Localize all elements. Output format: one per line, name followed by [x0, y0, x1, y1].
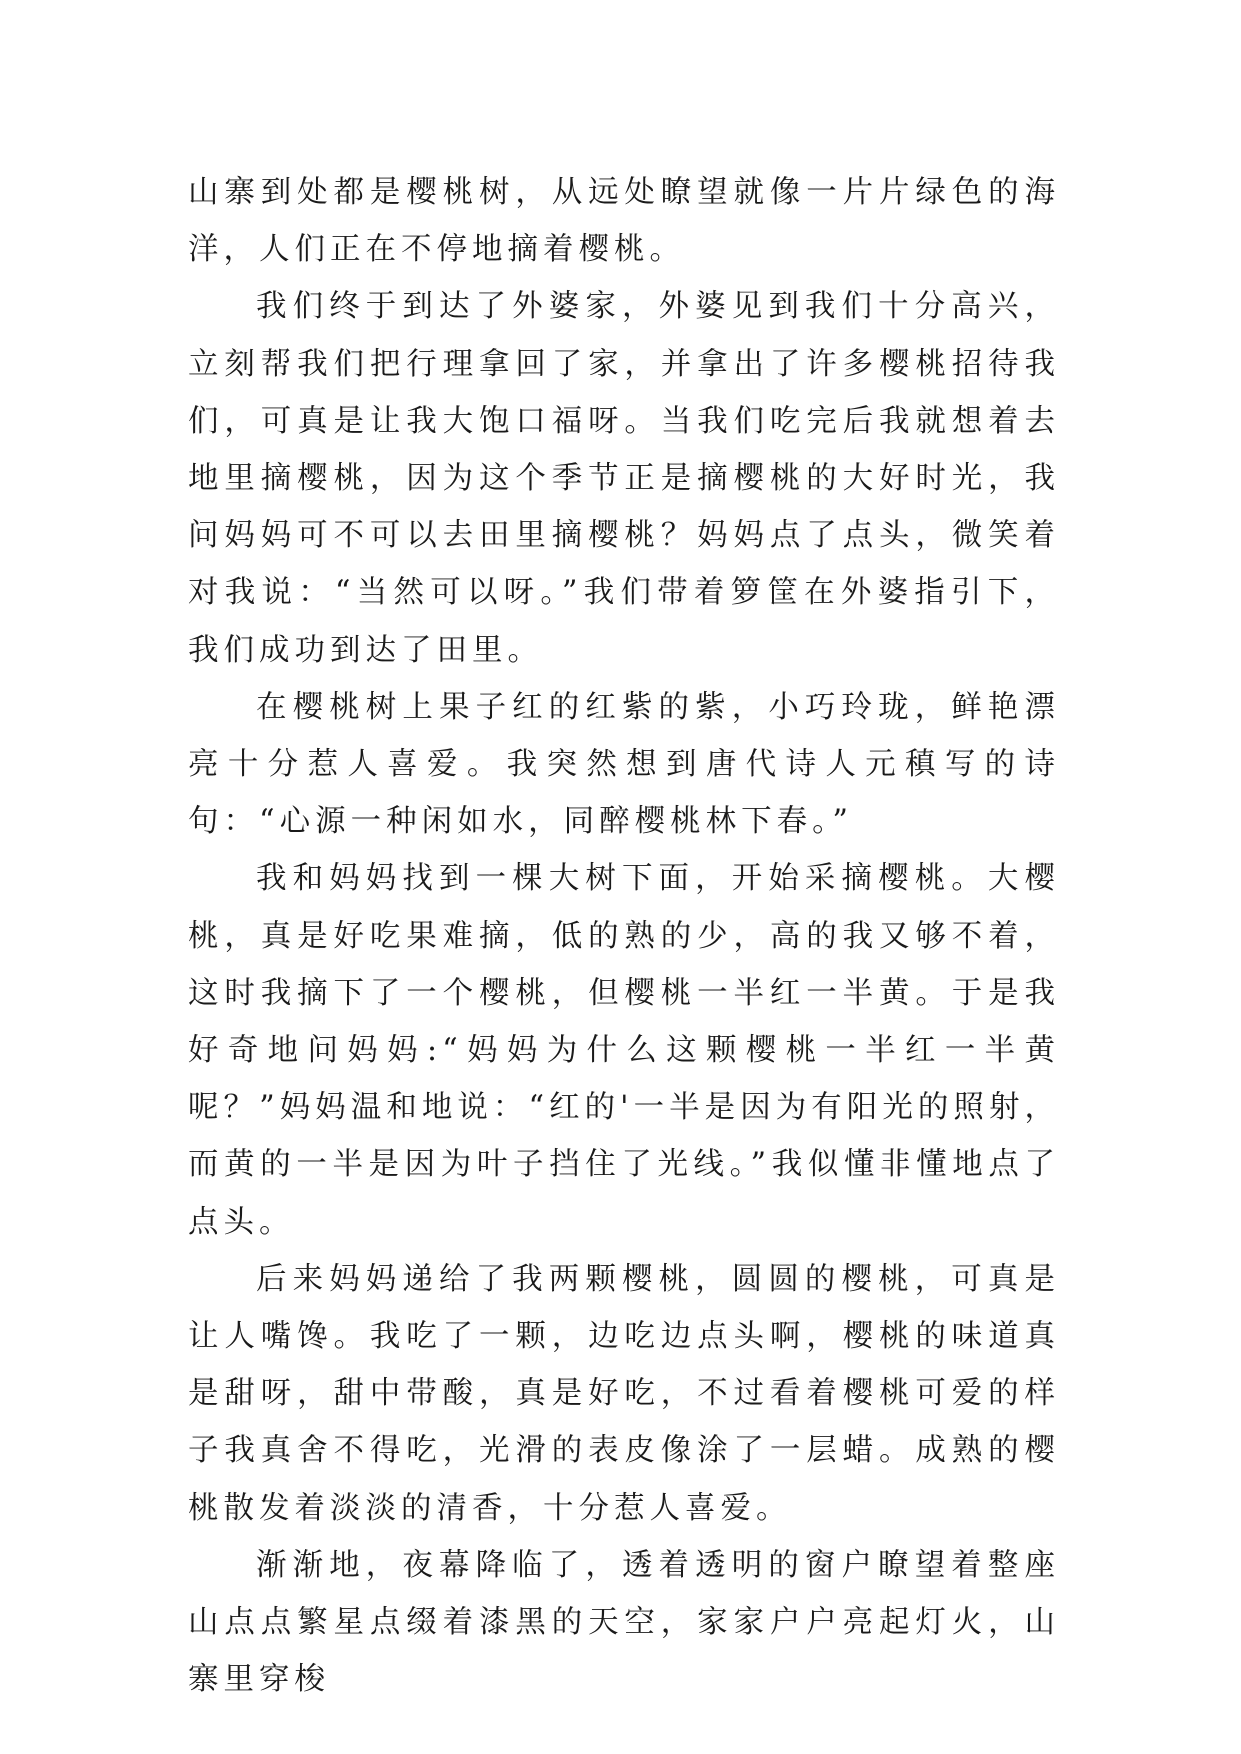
document-body	[188, 164, 1060, 1708]
paragraph-6: 渐渐地，夜幕降临了，透着透明的窗户瞭望着整座山点点繁星点缀着漆黑的天空，家家户户亮起灯火，山寨里穿梭	[188, 1547, 1060, 1698]
paragraph-5: 后来妈妈递给了我两颗樱桃，圆圆的樱桃，可真是让人嘴馋。我吃了一颗，边吃边点头啊，樱桃的味道真是甜呀，甜中带酸，真是好吃，不过看着樱桃可爱的样子我真舍不得吃，光滑的表皮像涂了一层蜡。成熟的樱桃散发着淡淡的清香，十分惹人喜爱。	[188, 1261, 1060, 1526]
paragraph-1: 山寨到处都是樱桃树，从远处瞭望就像一片片绿色的海洋，人们正在不停地摘着樱桃。	[188, 175, 1060, 268]
paragraph-4: 我和妈妈找到一棵大树下面，开始采摘樱桃。大樱桃，真是好吃果难摘，低的熟的少，高的我又够不着，这时我摘下了一个樱桃，但樱桃一半红一半黄。于是我好奇地问妈妈:“妈妈为什么这颗樱桃一半红一半黄呢？”妈妈温和地说：“红的'一半是因为有阳光的照射，而黄的一半是因为叶子挡住了光线。”我似懂非懂地点了点头。	[188, 861, 1060, 1240]
paragraph-2: 我们终于到达了外婆家，外婆见到我们十分高兴，立刻帮我们把行理拿回了家，并拿出了许多樱桃招待我们，可真是让我大饱口福呀。当我们吃完后我就想着去地里摘樱桃，因为这个季节正是摘樱桃的大好时光，我问妈妈可不可以去田里摘樱桃？妈妈点了点头，微笑着对我说：“当然可以呀。”我们带着箩筐在外婆指引下，我们成功到达了田里。	[188, 289, 1060, 668]
paragraph-3: 在樱桃树上果子红的红紫的紫，小巧玲珑，鲜艳漂亮十分惹人喜爱。我突然想到唐代诗人元稹写的诗句：“心源一种闲如水，同醉樱桃林下春。”	[188, 689, 1060, 840]
